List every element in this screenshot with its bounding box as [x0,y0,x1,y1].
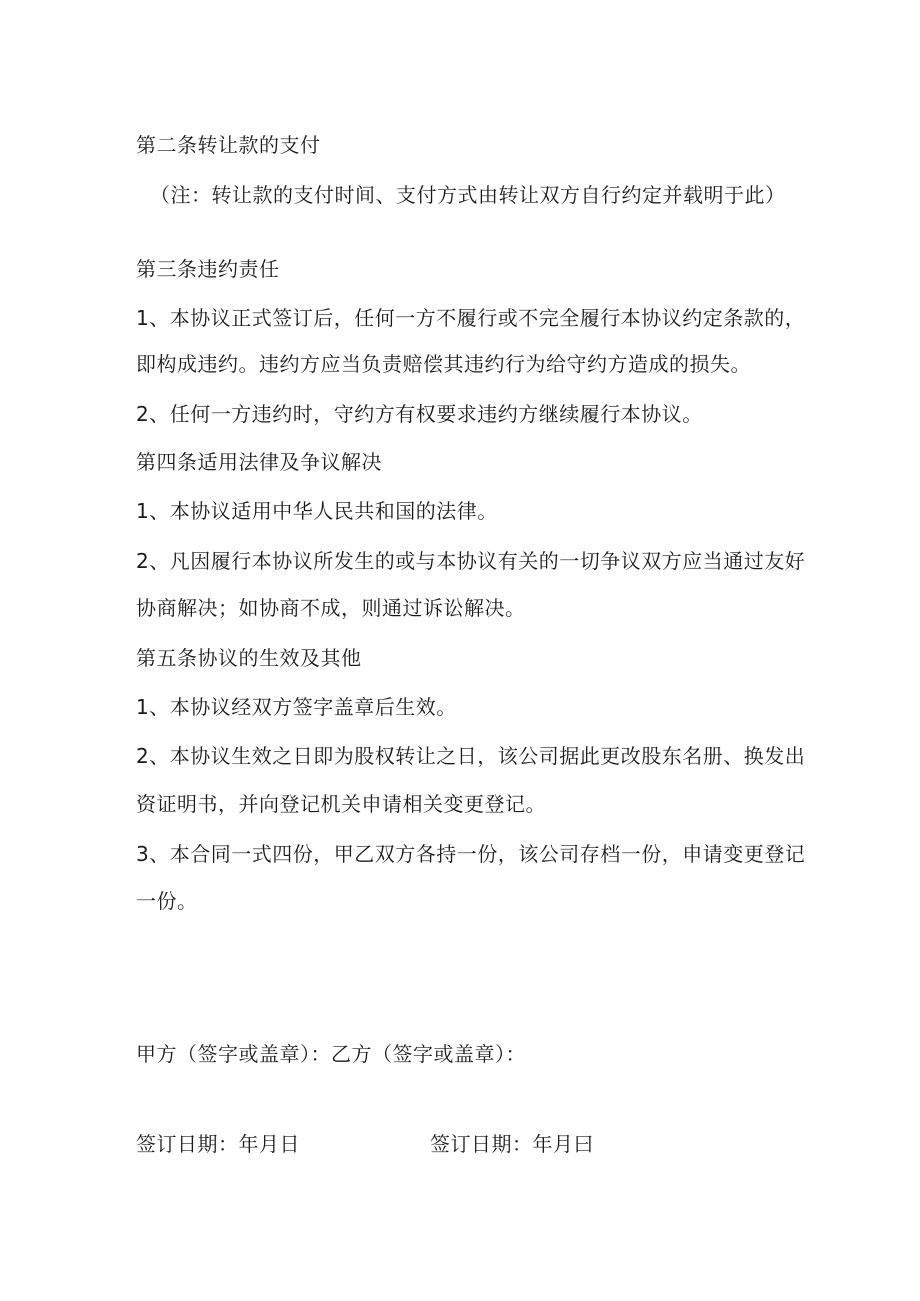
article3-item2: 2、任何一方违约时，守约方有权要求违约方继续履行本协议。 [136,402,703,426]
article5-item1: 1、本协议经双方签字盖章后生效。 [136,695,457,719]
sign-date-party-a: 签订日期：年月日 [136,1132,300,1156]
article2-heading: 第二条转让款的支付 [136,133,321,157]
article5-heading: 第五条协议的生效及其他 [136,646,362,670]
article5-item3-line1: 3、本合同一式四份，甲乙双方各持一份，该公司存档一份，申请变更登记 [136,842,806,866]
article2-note: （注：转让款的支付时间、支付方式由转让双方自行约定并载明于此） [150,183,786,207]
article5-item2-line2: 资证明书，并向登记机关申请相关变更登记。 [136,792,546,816]
article4-item2-line1: 2、凡因履行本协议所发生的或与本协议有关的一切争议双方应当通过友好 [136,549,806,573]
article4-item1: 1、本协议适用中华人民共和国的法律。 [136,499,498,523]
article3-item1-line1: 1、本协议正式签订后，任何一方不履行或不完全履行本协议约定条款的， [136,306,806,330]
signature-parties: 甲方（签字或盖章）：乙方（签字或盖章）： [136,1042,526,1066]
sign-date-party-b: 签订日期：年月曰 [430,1132,594,1156]
article5-item3-line2: 一份。 [136,889,198,913]
article3-item1-line2: 即构成违约。违约方应当负责赔偿其违约行为给守约方造成的损失。 [136,352,751,376]
article5-item2-line1: 2、本协议生效之日即为股权转让之日，该公司据此更改股东名册、换发出 [136,744,806,768]
article4-heading: 第四条适用法律及争议解决 [136,450,382,474]
article4-item2-line2: 协商解决；如协商不成，则通过诉讼解决。 [136,596,526,620]
article3-heading: 第三条违约责任 [136,257,280,281]
